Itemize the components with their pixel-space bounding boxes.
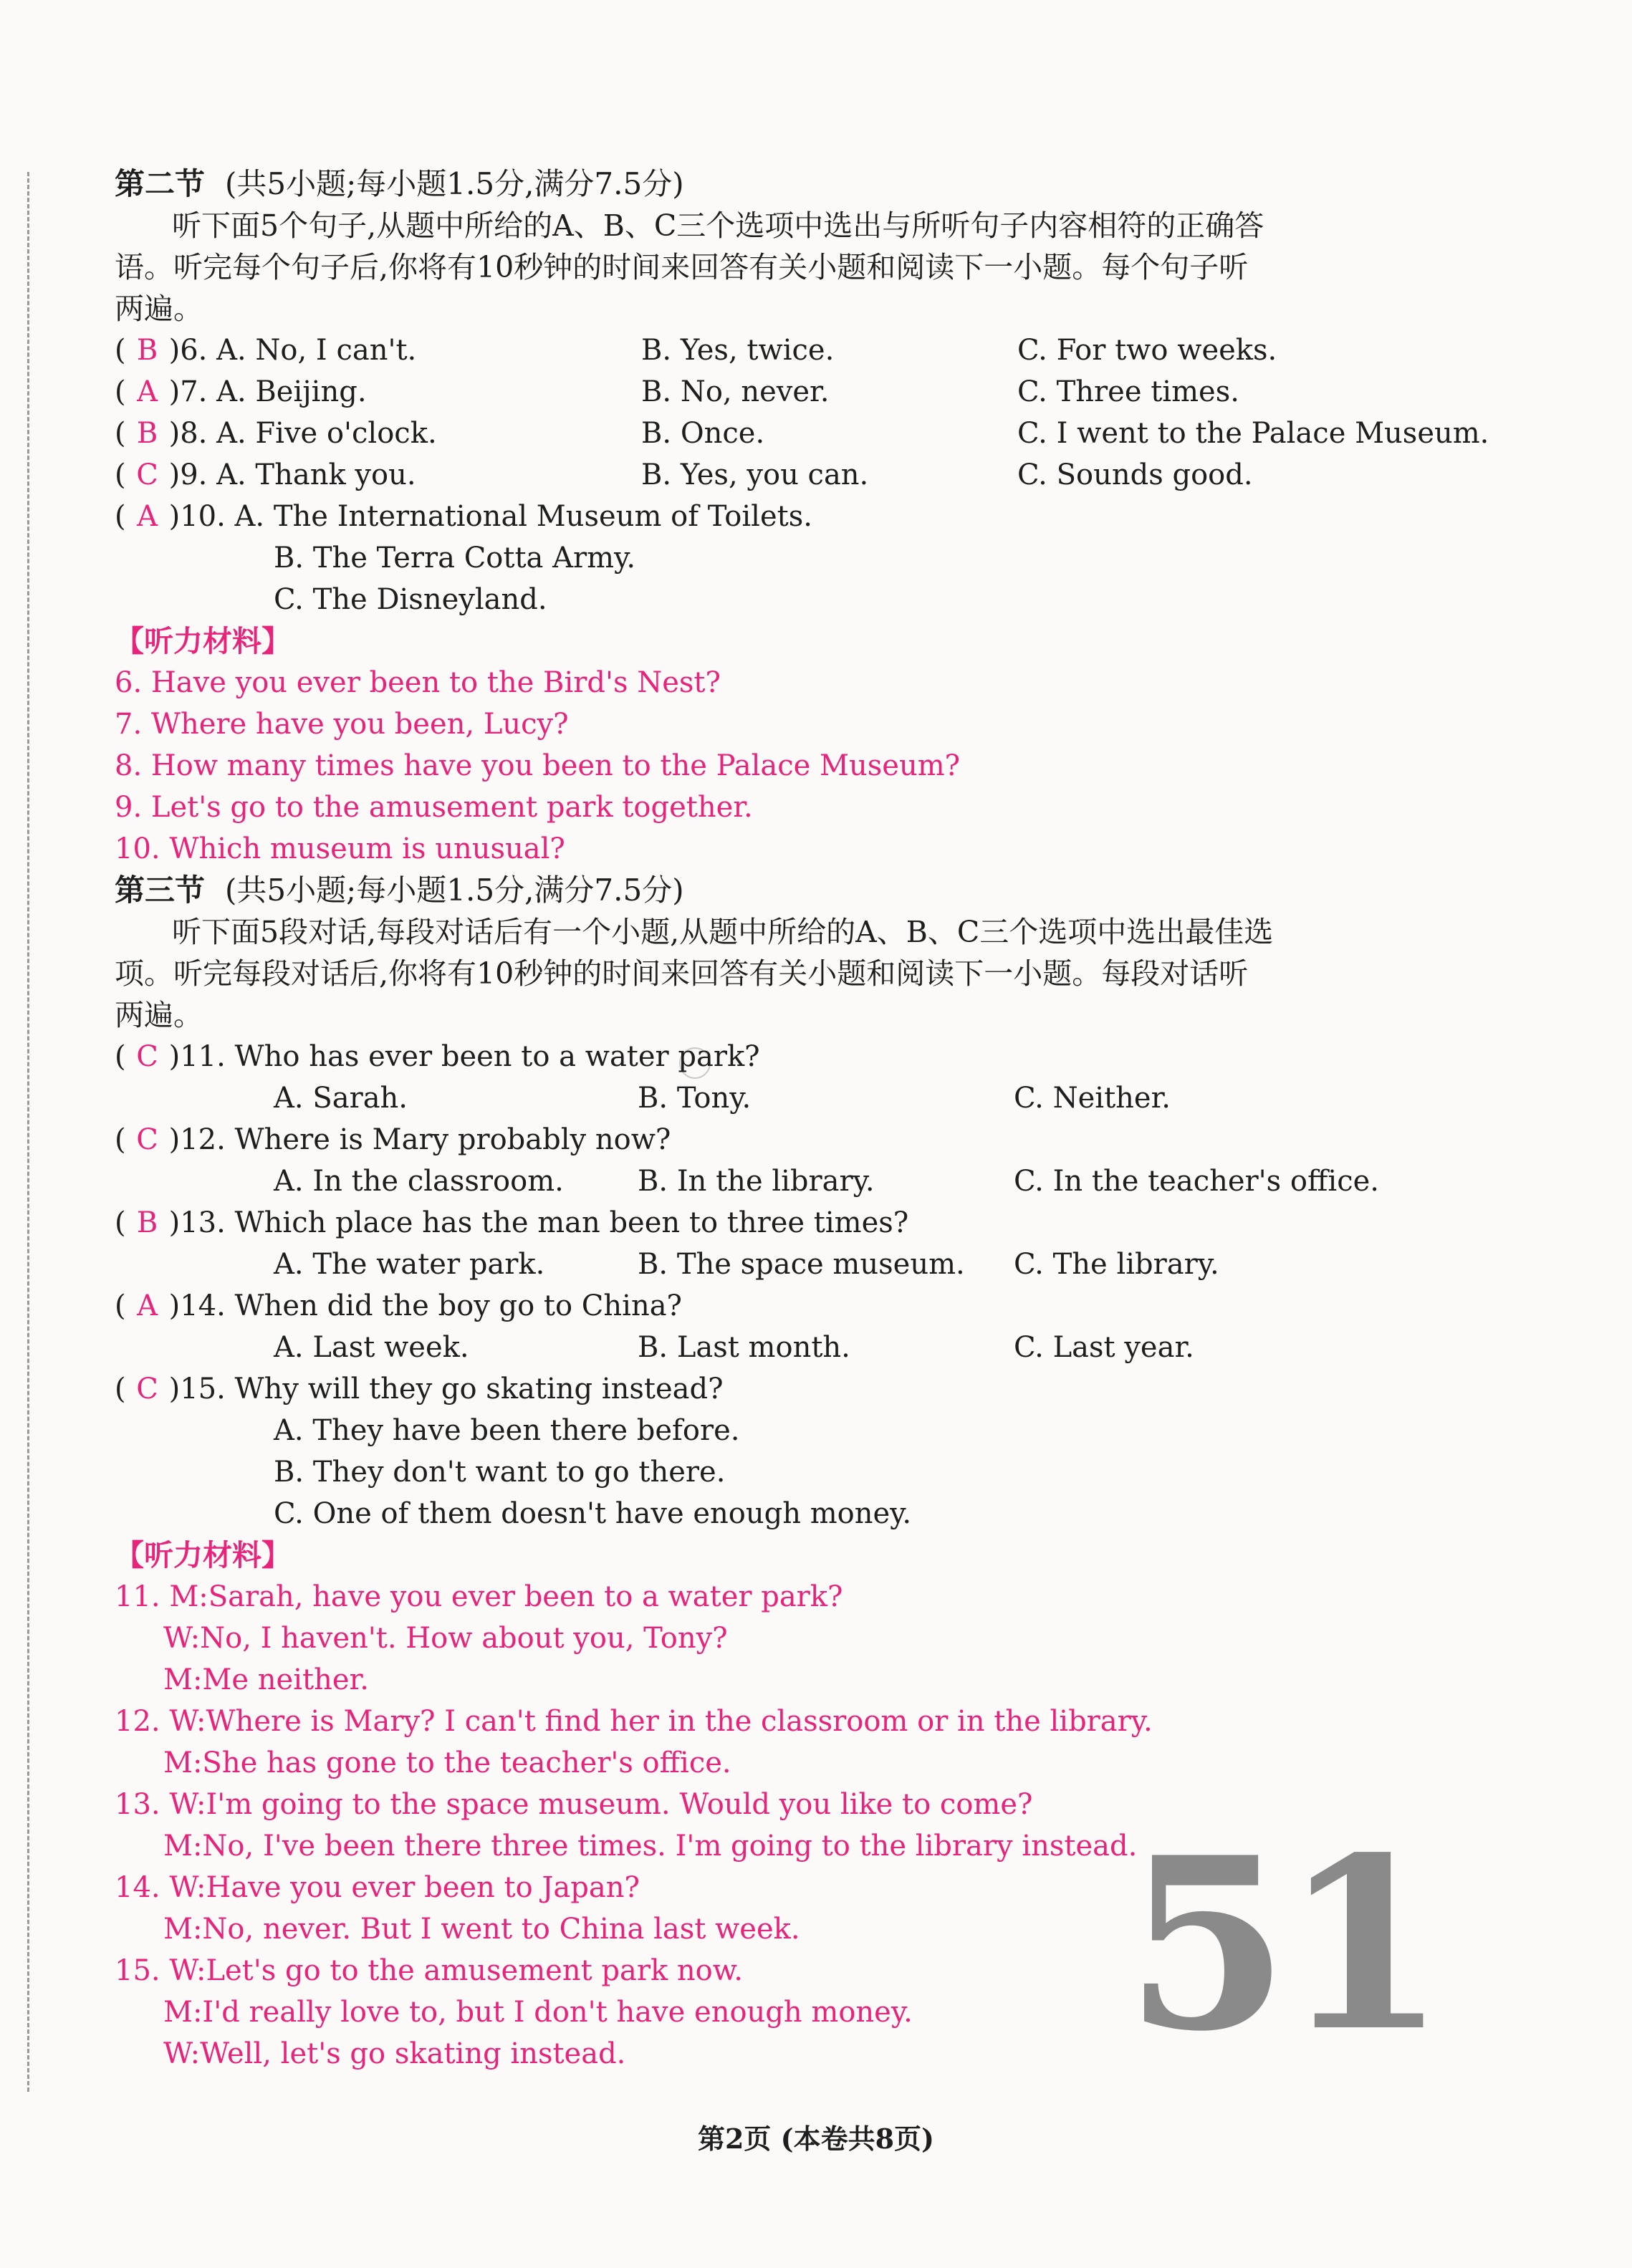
q14-option-c: C. Last year.	[1014, 1331, 1194, 1364]
q12-stem: )12. Where is Mary probably now?	[168, 1123, 671, 1156]
material-10: 10. Which museum is unusual?	[115, 832, 565, 865]
question-15	[115, 1368, 1512, 1410]
q11-option-b: B. Tony.	[638, 1082, 752, 1115]
section2-instruction-3: 两遍。	[115, 292, 203, 326]
question-14	[115, 1285, 1512, 1327]
q7-option-c: C. Three times.	[1017, 375, 1239, 408]
question-11	[115, 1036, 1512, 1077]
material-7: 7. Where have you been, Lucy?	[115, 708, 569, 741]
q15-option-a: A. They have been there before.	[274, 1414, 740, 1447]
section3-heading	[115, 870, 1512, 911]
q13-option-a: A. The water park.	[274, 1248, 545, 1281]
q10-stem: )10. A. The International Museum of Toilets.	[168, 500, 812, 533]
question-13	[115, 1202, 1512, 1244]
paren: (	[115, 1040, 126, 1073]
q8-option-c: C. I went to the Palace Museum.	[1017, 417, 1489, 450]
dialogue-line: M:No, never. But I went to China last week.	[163, 1913, 800, 1946]
q14-options	[115, 1327, 1512, 1368]
section3-note: (共5小题;每小题1.5分,满分7.5分)	[225, 873, 684, 908]
dialogue-line: 12. W:Where is Mary? I can't find her in the classroom or in the library.	[115, 1705, 1153, 1738]
dialogue-line: M:No, I've been there three times. I'm going to the library instead.	[163, 1830, 1138, 1863]
question-6	[115, 330, 1512, 371]
q9-option-b: B. Yes, you can.	[641, 458, 869, 491]
answer-8: B	[136, 417, 158, 450]
q8-option-b: B. Once.	[641, 417, 765, 450]
q6-option-b: B. Yes, twice.	[641, 334, 835, 367]
answer-7: A	[137, 375, 158, 408]
dialogue-line: 15. W:Let's go to the amusement park now.	[115, 1954, 743, 1987]
question-10	[115, 496, 1512, 537]
q9-option-c: C. Sounds good.	[1017, 458, 1253, 491]
q13-stem: )13. Which place has the man been to three times?	[168, 1206, 909, 1239]
q6-option-c: C. For two weeks.	[1017, 334, 1277, 367]
q14-option-b: B. Last month.	[638, 1331, 850, 1364]
q13-options	[115, 1244, 1512, 1285]
paren: (	[115, 1123, 126, 1156]
question-8	[115, 413, 1512, 454]
material-6: 6. Have you ever been to the Bird's Nest?	[115, 666, 721, 699]
question-9	[115, 454, 1512, 496]
q13-option-b: B. The space museum.	[638, 1248, 965, 1281]
q11-option-c: C. Neither.	[1014, 1082, 1171, 1115]
section3-instruction-3: 两遍。	[115, 998, 203, 1032]
q12-option-c: C. In the teacher's office.	[1014, 1165, 1379, 1198]
answer-10: A	[137, 500, 158, 533]
q11-option-a: A. Sarah.	[274, 1082, 408, 1115]
q15-stem: )15. Why will they go skating instead?	[168, 1373, 724, 1406]
section3-instruction-1: 听下面5段对话,每段对话后有一个小题,从题中所给的A、B、C三个选项中选出最佳选	[172, 915, 1274, 949]
question-7	[115, 371, 1512, 413]
answer-9: C	[136, 458, 158, 491]
q10-option-b: B. The Terra Cotta Army.	[274, 542, 636, 575]
section3-title: 第三节	[115, 873, 206, 908]
paren: (	[115, 500, 126, 533]
q11-options	[115, 1077, 1512, 1119]
paren: (	[115, 417, 126, 450]
dialogue-line: 13. W:I'm going to the space museum. Would you like to come?	[115, 1788, 1033, 1821]
q7-option-b: B. No, never.	[641, 375, 830, 408]
dialogue-line: 14. W:Have you ever been to Japan?	[115, 1871, 640, 1904]
dialogue-line: 11. M:Sarah, have you ever been to a water park?	[115, 1580, 843, 1613]
q14-stem: )14. When did the boy go to China?	[168, 1289, 682, 1322]
dialogue-line: M:I'd really love to, but I don't have enough money.	[163, 1996, 913, 2029]
question-12	[115, 1119, 1512, 1161]
q6-stem: )6. A. No, I can't.	[168, 334, 417, 367]
big-page-number: 51	[1125, 1805, 1440, 2083]
q10-option-c: C. The Disneyland.	[274, 583, 547, 616]
section2-materials-label: 【听力材料】	[115, 624, 291, 658]
q14-option-a: A. Last week.	[274, 1331, 469, 1364]
q12-options	[115, 1161, 1512, 1202]
section2-note: (共5小题;每小题1.5分,满分7.5分)	[225, 166, 684, 201]
paren: (	[115, 375, 126, 408]
material-8: 8. How many times have you been to the Palace Museum?	[115, 749, 961, 782]
q15-option-b: B. They don't want to go there.	[274, 1456, 726, 1489]
section3-materials-label: 【听力材料】	[115, 1538, 291, 1572]
q9-stem: )9. A. Thank you.	[168, 458, 416, 491]
paren: (	[115, 1373, 126, 1406]
q7-stem: )7. A. Beijing.	[168, 375, 367, 408]
section2-title: 第二节	[115, 166, 206, 201]
q12-option-a: A. In the classroom.	[274, 1165, 564, 1198]
paren: (	[115, 1206, 126, 1239]
answer-14: A	[137, 1289, 158, 1322]
section2-instruction-1: 听下面5个句子,从题中所给的A、B、C三个选项中选出与所听句子内容相符的正确答	[172, 208, 1264, 243]
section2-instruction-2: 语。听完每个句子后,你将有10秒钟的时间来回答有关小题和阅读下一小题。每个句子听	[115, 250, 1249, 284]
paren: (	[115, 1289, 126, 1322]
dialogue-line: M:She has gone to the teacher's office.	[163, 1746, 731, 1779]
q12-option-b: B. In the library.	[638, 1165, 875, 1198]
answer-15: C	[136, 1373, 158, 1406]
dialogue-line: M:Me neither.	[163, 1663, 369, 1696]
dialogue-line: W:Well, let's go skating instead.	[163, 2037, 626, 2070]
page-content	[115, 163, 1512, 2075]
paren: (	[115, 334, 126, 367]
section2-heading	[115, 163, 1512, 205]
q11-stem: )11. Who has ever been to a water park?	[168, 1040, 760, 1073]
page-footer: 第2页 (本卷共8页)	[697, 2123, 935, 2155]
material-9: 9. Let's go to the amusement park together.	[115, 791, 753, 824]
answer-13: B	[136, 1206, 158, 1239]
q8-stem: )8. A. Five o'clock.	[168, 417, 437, 450]
answer-12: C	[136, 1123, 158, 1156]
q15-option-c: C. One of them doesn't have enough money.	[274, 1497, 912, 1530]
q13-option-c: C. The library.	[1014, 1248, 1219, 1281]
answer-11: C	[136, 1040, 158, 1073]
paren: (	[115, 458, 126, 491]
binding-margin-line	[27, 172, 29, 2092]
answer-6: B	[136, 334, 158, 367]
section3-instruction-2: 项。听完每段对话后,你将有10秒钟的时间来回答有关小题和阅读下一小题。每段对话听	[115, 956, 1249, 991]
dialogue-line: W:No, I haven't. How about you, Tony?	[163, 1622, 728, 1655]
